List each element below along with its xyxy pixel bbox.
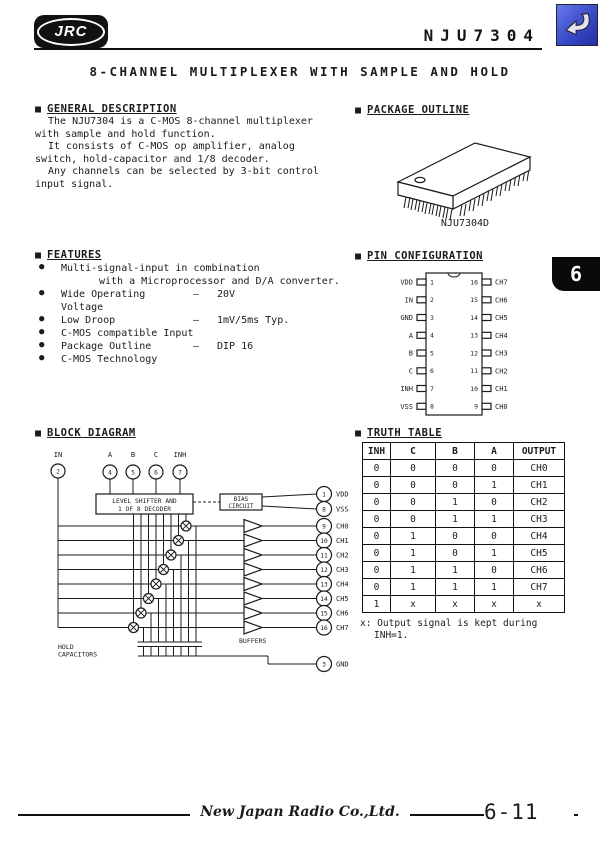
pin-label: CH1 <box>495 385 508 394</box>
output-pin-number: 14 <box>320 596 328 603</box>
section-square-icon: ■ <box>355 427 362 439</box>
block-diagram-heading: ■ BLOCK DIAGRAM <box>35 427 136 439</box>
output-label: CH1 <box>336 537 349 545</box>
table-row: 0 0 0 1 CH1 <box>363 477 565 494</box>
input-pin-number: 2 <box>56 468 60 476</box>
output-pin-number: 9 <box>322 523 326 531</box>
pin-number: 10 <box>470 384 478 393</box>
bullet-icon: ● <box>39 262 45 272</box>
output-pin-number: 1 <box>322 491 326 499</box>
table-row: 0 1 1 1 CH7 <box>363 579 565 596</box>
header-rule <box>34 48 542 50</box>
dash: — <box>193 289 200 300</box>
bullet-icon: ● <box>39 288 45 298</box>
table-row: 0 1 0 1 CH5 <box>363 545 565 562</box>
output-label: CH3 <box>336 566 349 574</box>
return-arrow-icon <box>560 8 594 42</box>
bullet-icon: ● <box>39 353 45 363</box>
table-row: 0 0 0 0 CH0 <box>363 460 565 477</box>
page-number: 6-11 <box>484 800 574 824</box>
feature-item: ● Package Outline — DIP 16 <box>35 340 345 353</box>
pin-label: CH6 <box>495 296 508 305</box>
bias-label: CIRCUIT <box>228 503 254 510</box>
section-square-icon: ■ <box>35 103 42 115</box>
pin-label: B <box>408 349 413 358</box>
pin-label: IN <box>404 296 413 305</box>
table-row: 0 0 1 1 CH3 <box>363 511 565 528</box>
feature-item: ● C-MOS Technology <box>35 353 345 366</box>
pin-label: CH4 <box>495 331 508 340</box>
pin-label: CH0 <box>495 402 508 411</box>
feature-item-continuation: with a Microprocessor and D/A converter. <box>99 276 340 287</box>
output-label: CH5 <box>336 595 349 603</box>
pin-label: C <box>408 367 413 376</box>
decoder-label: LEVEL SHIFTER AND <box>112 498 177 505</box>
column-header: OUTPUT <box>514 443 565 460</box>
section-square-icon: ■ <box>355 250 362 262</box>
output-label: CH6 <box>336 609 349 618</box>
table-row: 0 0 1 0 CH2 <box>363 494 565 511</box>
gnd-label: GND <box>336 660 349 669</box>
bullet-icon: ● <box>39 327 45 337</box>
bullet-icon: ● <box>39 340 45 350</box>
pin-label: VSS <box>400 402 413 411</box>
feature-item: ● C-MOS compatible Input <box>35 327 345 340</box>
output-label: CH2 <box>336 551 349 560</box>
pin-number: 7 <box>430 384 434 393</box>
general-description-text <box>35 116 341 192</box>
column-header: A <box>475 443 514 460</box>
pin-label: INH <box>400 385 413 394</box>
pin-label: CH2 <box>495 367 508 376</box>
pin-number: 4 <box>430 331 434 340</box>
pin-label: GND <box>400 314 413 323</box>
decoder-label: 1 OF 8 DECODER <box>117 506 172 513</box>
pin-number: 13 <box>470 331 478 340</box>
package-outline-heading: ■ PACKAGE OUTLINE <box>355 104 470 116</box>
pin-number: 15 <box>470 296 478 305</box>
output-pin-number: 13 <box>320 581 328 589</box>
truth-table <box>362 442 565 613</box>
section-square-icon: ■ <box>35 427 42 439</box>
pin-label: CH5 <box>495 314 508 323</box>
table-row: 0 1 0 0 CH4 <box>363 528 565 545</box>
output-pin-number: 16 <box>320 625 328 632</box>
pin-number: 1 <box>430 278 434 287</box>
pin-configuration-heading: ■ PIN CONFIGURATION <box>355 250 483 262</box>
pin-number: 12 <box>470 349 478 358</box>
jrc-logo-oval <box>37 18 105 46</box>
section-square-icon: ■ <box>355 104 362 116</box>
input-label: IN <box>53 451 63 459</box>
feature-item: ● Wide Operating Voltage — 20V <box>35 288 345 314</box>
input-pin-number: 6 <box>154 469 158 477</box>
output-label: CH0 <box>336 522 349 531</box>
back-button[interactable] <box>556 4 598 46</box>
truth-table-heading: ■ TRUTH TABLE <box>355 427 443 439</box>
input-pin-number: 5 <box>131 469 135 477</box>
pin-number: 9 <box>474 402 478 411</box>
table-row: 1 x x x x <box>363 596 565 613</box>
general-description-heading: ■ GENERAL DESCRIPTION <box>35 103 177 115</box>
bullet-icon: ● <box>39 314 45 324</box>
output-label: CH4 <box>336 580 349 589</box>
truth-table-note: x: Output signal is kept during INH=1. <box>360 618 538 642</box>
output-pin-number: 12 <box>320 567 328 574</box>
input-label: INH <box>173 451 187 459</box>
jrc-logo-text: JRC <box>54 23 88 40</box>
buffers-label: BUFFERS <box>239 637 267 645</box>
pin-number: 3 <box>430 313 434 322</box>
features-heading: ■ FEATURES <box>35 249 102 261</box>
output-label: VSS <box>336 505 349 514</box>
input-pin-number: 7 <box>178 469 182 477</box>
pin-number: 14 <box>470 313 478 322</box>
jrc-logo <box>34 15 108 48</box>
column-header: B <box>436 443 475 460</box>
description-paragraph: It consists of C-MOS op amplifier, analog switch, hold-capacitor and 1/8 decoder. <box>35 141 295 165</box>
output-pin-number: 10 <box>320 538 328 545</box>
description-paragraph: The NJU7304 is a C-MOS 8-channel multiplexer with sample and hold function. <box>35 116 313 140</box>
feature-item: ● Multi-signal-input in combination <box>35 262 345 275</box>
hold-capacitors-label: HOLD <box>58 643 74 651</box>
description-paragraph: Any channels can be selected by 3-bit control input signal. <box>35 166 319 190</box>
pin-label: VDD <box>400 278 413 287</box>
features-list <box>35 262 345 366</box>
output-pin-number: 8 <box>322 506 326 514</box>
input-label: B <box>130 451 136 459</box>
output-pin-number: 15 <box>320 610 328 618</box>
dash: — <box>193 315 200 326</box>
pin-number: 2 <box>430 296 434 305</box>
output-pin-number: 11 <box>320 552 328 560</box>
pin-number: 8 <box>430 402 434 411</box>
pin-label: CH3 <box>495 349 508 358</box>
pin-number: 11 <box>470 367 478 376</box>
pin-number: 16 <box>470 278 478 287</box>
page-title: 8-CHANNEL MULTIPLEXER WITH SAMPLE AND HOLD <box>89 64 511 79</box>
hold-capacitors-label: CAPACITORS <box>58 650 98 659</box>
output-label: CH7 <box>336 624 349 632</box>
input-label: C <box>153 451 159 459</box>
input-label: A <box>107 451 113 459</box>
pin-number: 6 <box>430 367 434 376</box>
bias-label: BIAS <box>233 496 249 503</box>
pin-label: A <box>408 331 413 340</box>
table-row: 0 1 1 0 CH6 <box>363 562 565 579</box>
dash: — <box>193 341 200 352</box>
pin-configuration-diagram <box>368 268 543 420</box>
package-part-label: NJU7304D <box>440 218 490 229</box>
section-tab: 6 <box>552 257 600 291</box>
pin-number: 5 <box>430 349 434 358</box>
column-header: INH <box>363 443 391 460</box>
column-header: C <box>391 443 436 460</box>
feature-item: ● Low Droop — 1mV/5ms Typ. <box>35 314 345 327</box>
package-outline-drawing <box>378 130 553 222</box>
input-pin-number: 4 <box>108 469 112 477</box>
block-diagram <box>28 444 373 684</box>
output-label: VDD <box>336 490 349 499</box>
pin-label: CH7 <box>495 278 508 287</box>
part-number: NJU7304 <box>423 26 540 45</box>
section-square-icon: ■ <box>35 249 42 261</box>
gnd-pin-number: 3 <box>322 661 326 669</box>
footer-company: New Japan Radio Co.,Ltd. <box>190 804 410 820</box>
